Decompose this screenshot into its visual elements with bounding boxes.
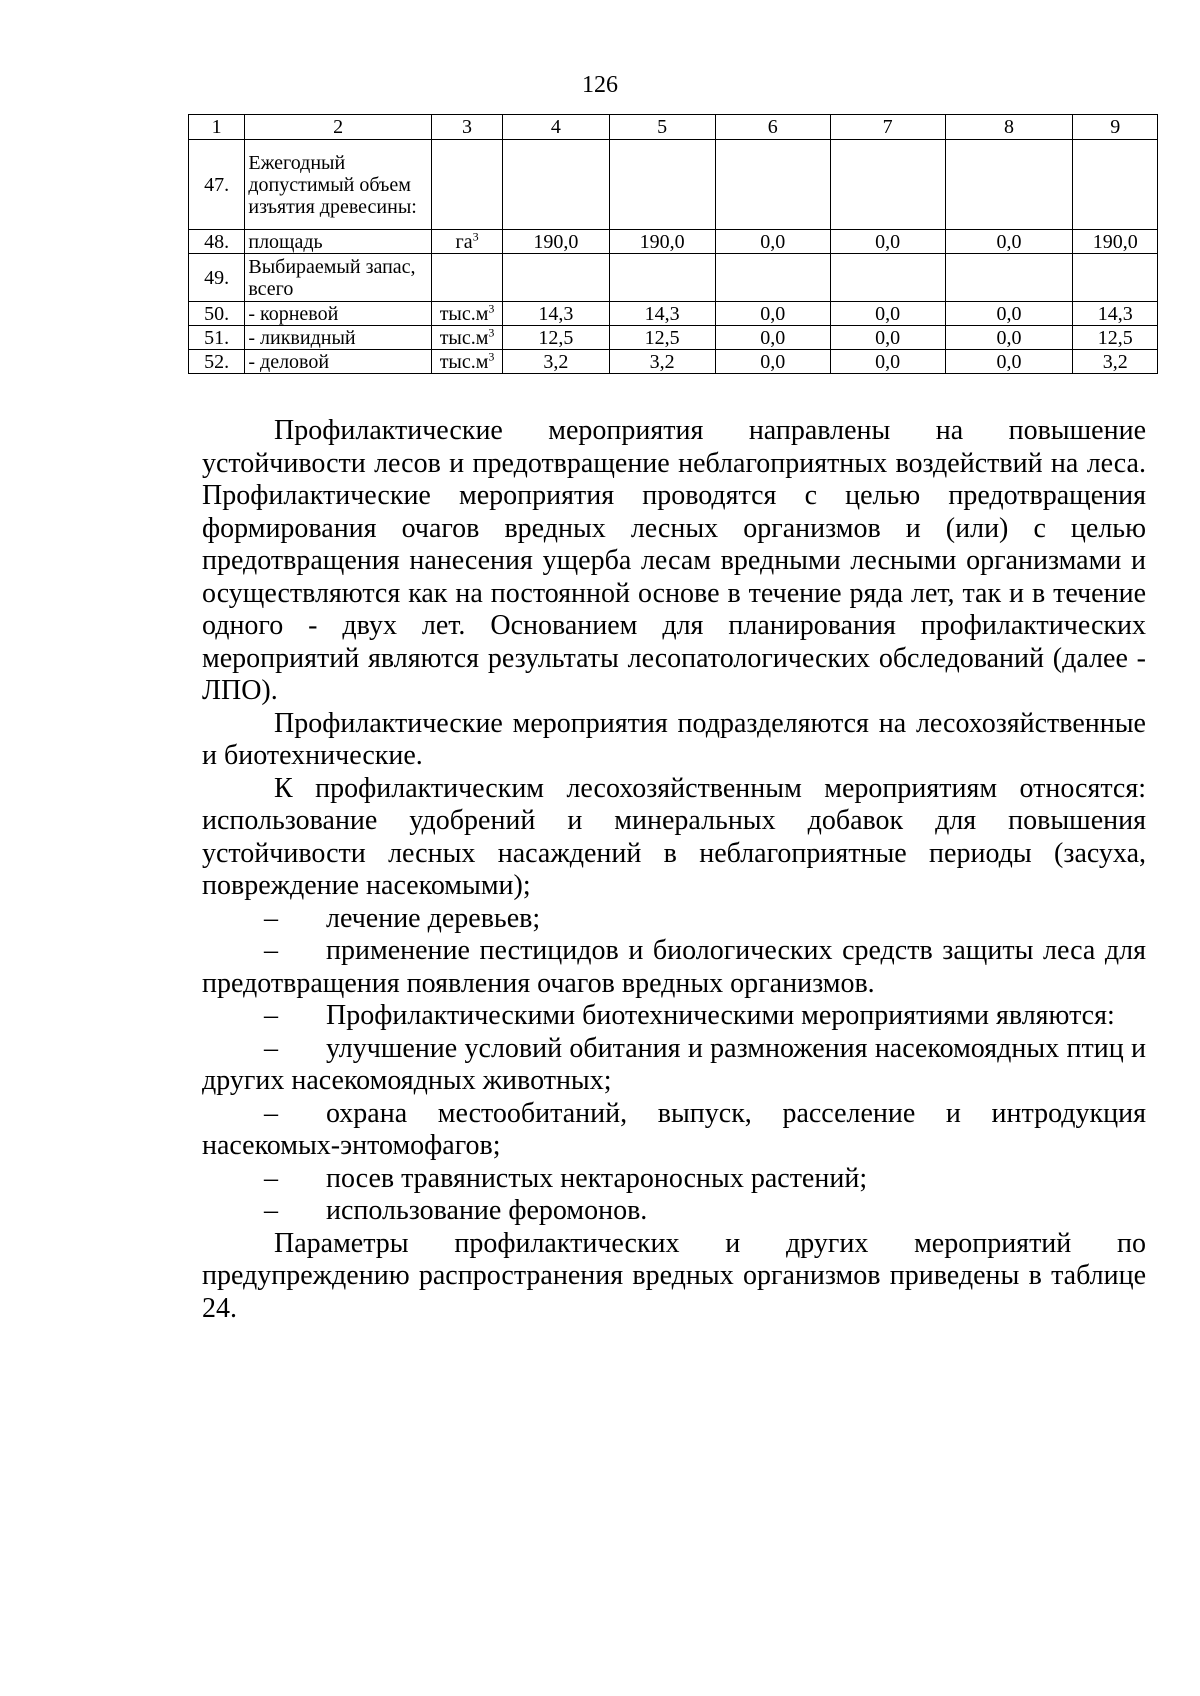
header-cell: 2 — [245, 115, 431, 140]
unit-superscript: 3 — [488, 324, 495, 339]
paragraph-text: лечение деревьев; — [326, 902, 541, 934]
value-cell: 12,5 — [609, 326, 715, 350]
unit-text: тыс.м — [439, 302, 489, 325]
paragraph-text: Профилактическими биотехническими мероприятиями являются: — [326, 1000, 1115, 1031]
value-cell: 0,0 — [945, 326, 1073, 350]
dash-marker: – — [264, 1097, 278, 1129]
table-row — [189, 302, 1158, 326]
header-cell: 1 — [189, 115, 245, 140]
value-cell — [609, 254, 715, 302]
row-unit-cell — [431, 302, 503, 326]
table-row — [189, 350, 1158, 374]
paragraph-text: применение пестицидов и биологических средств защиты леса для предотвращения появления очагов вредных организмов. — [202, 935, 1146, 999]
dash-marker: – — [264, 935, 278, 966]
page-number: 126 — [582, 72, 618, 98]
table-header-row — [189, 115, 1158, 140]
row-unit-cell — [431, 254, 503, 302]
row-unit-cell — [431, 350, 503, 374]
value-cell: 0,0 — [715, 350, 830, 374]
paragraph-text: охрана местообитаний, выпуск, расселение и интродукция насекомых-энтомофагов; — [202, 1097, 1146, 1161]
table-row — [189, 230, 1158, 254]
value-cell: 0,0 — [830, 302, 945, 326]
header-cell: 5 — [609, 115, 715, 140]
row-number-cell: 52. — [189, 350, 245, 374]
list-item — [202, 1033, 1146, 1098]
dash-marker: – — [264, 1032, 278, 1064]
value-cell: 3,2 — [609, 350, 715, 374]
dash-marker: – — [264, 1162, 278, 1194]
row-number-cell: 48. — [189, 230, 245, 254]
paragraph-text: Профилактические мероприятия подразделяются на лесохозяйственные и биотехнические. — [202, 707, 1146, 771]
dash-marker: – — [264, 1195, 278, 1226]
list-item — [202, 1000, 1146, 1033]
list-item — [202, 935, 1146, 1000]
paragraph — [202, 773, 1146, 903]
value-cell: 0,0 — [715, 326, 830, 350]
list-item — [202, 1195, 1146, 1228]
paragraph — [202, 1228, 1146, 1326]
list-item — [202, 1163, 1146, 1196]
unit-text: тыс.м — [439, 350, 489, 373]
unit-superscript: 3 — [488, 348, 495, 363]
row-name-cell: площадь — [245, 230, 431, 254]
value-cell: 190,0 — [609, 230, 715, 254]
table-row — [189, 140, 1158, 230]
value-cell — [503, 140, 609, 230]
list-item — [202, 1098, 1146, 1163]
unit-superscript: 3 — [472, 228, 479, 243]
value-cell: 0,0 — [830, 326, 945, 350]
value-cell — [830, 254, 945, 302]
value-cell — [715, 140, 830, 230]
value-cell — [830, 140, 945, 230]
row-name-cell: Выбираемый запас, всего — [245, 254, 431, 302]
value-cell — [715, 254, 830, 302]
value-cell: 12,5 — [503, 326, 609, 350]
table-row — [189, 326, 1158, 350]
row-name-cell: - ликвидный — [245, 326, 431, 350]
paragraph-text: К профилактическим лесохозяйственным мероприятиям относятся: использование удобрений и минеральных добавок для повышения устойчивости лесных насаждений в неблагоприятные периоды (засуха, повреждение насекомыми); — [202, 772, 1146, 901]
paragraph — [202, 708, 1146, 773]
value-cell: 190,0 — [503, 230, 609, 254]
row-unit-cell — [431, 326, 503, 350]
value-cell: 14,3 — [1073, 302, 1158, 326]
row-number-cell: 51. — [189, 326, 245, 350]
paragraph-text: Профилактические мероприятия направлены на повышение устойчивости лесов и предотвращение неблагоприятных воздействий на леса. Профилактические мероприятия проводятся с целью предотвращения формирования очагов вредных лесных организмов и (или) с целью предотвращения нанесения ущерба лесам вредными лесными организмами и осуществляются как на постоянной основе в течение ряда лет, так и в течение одного - двух лет. Основанием для планирования профилактических мероприятий являются результаты лесопатологических обследований (далее - ЛПО). — [202, 415, 1146, 706]
row-number-cell: 49. — [189, 254, 245, 302]
value-cell: 14,3 — [503, 302, 609, 326]
row-name-cell: Ежегодный допустимый объем изъятия древесины: — [245, 140, 431, 230]
value-cell — [945, 254, 1073, 302]
row-unit-cell — [431, 140, 503, 230]
row-unit-cell — [431, 230, 503, 254]
value-cell — [609, 140, 715, 230]
value-cell: 0,0 — [945, 302, 1073, 326]
header-cell: 7 — [830, 115, 945, 140]
value-cell — [1073, 254, 1158, 302]
unit-text: га — [455, 230, 473, 253]
row-number-cell: 47. — [189, 140, 245, 230]
paragraph-text: использование феромонов. — [326, 1195, 648, 1226]
paragraph-text: посев травянистых нектароносных растений; — [326, 1162, 868, 1194]
value-cell — [503, 254, 609, 302]
unit-superscript: 3 — [488, 300, 495, 315]
value-cell: 0,0 — [945, 350, 1073, 374]
paragraph-text: Параметры профилактических и других мероприятий по предупреждению распространения вредных организмов приведены в таблице 24. — [202, 1227, 1146, 1324]
table-row — [189, 254, 1158, 302]
value-cell — [945, 140, 1073, 230]
header-cell: 6 — [715, 115, 830, 140]
list-item — [202, 903, 1146, 936]
value-cell: 190,0 — [1073, 230, 1158, 254]
row-number-cell: 50. — [189, 302, 245, 326]
value-cell: 0,0 — [945, 230, 1073, 254]
value-cell: 14,3 — [609, 302, 715, 326]
value-cell: 0,0 — [715, 230, 830, 254]
value-cell: 12,5 — [1073, 326, 1158, 350]
unit-text: тыс.м — [439, 326, 489, 349]
body-text — [202, 415, 1146, 1325]
value-cell: 0,0 — [830, 350, 945, 374]
dash-marker: – — [264, 902, 278, 934]
value-cell: 0,0 — [830, 230, 945, 254]
row-name-cell: - корневой — [245, 302, 431, 326]
row-name-cell: - деловой — [245, 350, 431, 374]
header-cell: 4 — [503, 115, 609, 140]
header-cell: 8 — [945, 115, 1073, 140]
value-cell: 3,2 — [1073, 350, 1158, 374]
data-table — [188, 114, 1158, 374]
paragraph-text: улучшение условий обитания и размножения насекомоядных птиц и других насекомоядных животных; — [202, 1032, 1146, 1096]
value-cell — [1073, 140, 1158, 230]
dash-marker: – — [264, 1000, 278, 1031]
paragraph — [202, 415, 1146, 708]
header-cell: 3 — [431, 115, 503, 140]
value-cell: 3,2 — [503, 350, 609, 374]
header-cell: 9 — [1073, 115, 1158, 140]
value-cell: 0,0 — [715, 302, 830, 326]
